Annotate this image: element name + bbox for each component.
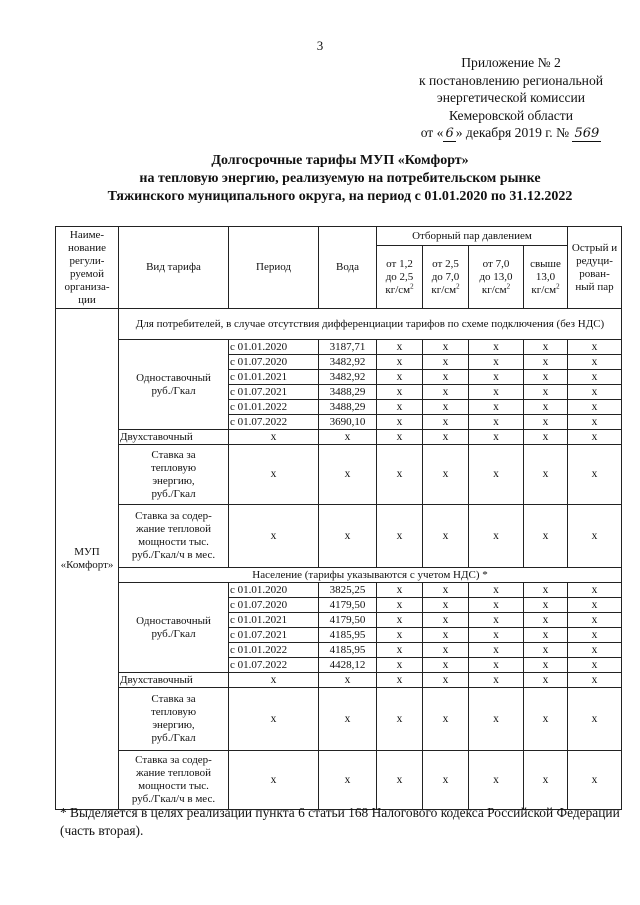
x-cell: х: [469, 628, 524, 643]
x-cell: х: [524, 400, 568, 415]
x-cell: х: [469, 370, 524, 385]
x-cell: х: [377, 400, 423, 415]
steam-from: от 2,5: [432, 257, 459, 270]
x-cell: х: [423, 583, 469, 598]
x-cell: х: [524, 583, 568, 598]
x-cell: х: [229, 505, 319, 568]
x-cell: х: [469, 430, 524, 445]
x-cell: х: [469, 415, 524, 430]
org-header: Наиме- нование регули- руемой организа- ции: [56, 227, 119, 309]
x-cell: х: [377, 673, 423, 688]
x-cell: х: [524, 505, 568, 568]
steam-to: до 7,0: [431, 270, 460, 283]
steam-group-header: Отборный пар давлением: [377, 227, 568, 246]
x-cell: х: [423, 430, 469, 445]
two-rate-label: Двухставочный: [119, 430, 229, 445]
water-value-cell: 4179,50: [319, 613, 377, 628]
x-cell: х: [229, 445, 319, 505]
one-rate-label: Одноставочный руб./Гкал: [119, 583, 229, 673]
period-cell: с 01.07.2022: [229, 658, 319, 673]
table-row: [56, 505, 622, 568]
steam-to: 13,0: [535, 270, 556, 283]
x-cell: х: [469, 613, 524, 628]
x-cell: х: [469, 598, 524, 613]
x-cell: х: [568, 415, 622, 430]
steam-subheader: [469, 246, 524, 309]
steam-unit-line: [525, 281, 566, 297]
water-header: Вода: [319, 227, 377, 309]
x-cell: х: [568, 688, 622, 751]
document-number: 569: [574, 126, 600, 141]
x-cell: х: [568, 505, 622, 568]
x-cell: х: [568, 583, 622, 598]
org-name-cell: МУП «Комфорт»: [56, 309, 119, 810]
steam-subheader: [423, 246, 469, 309]
x-cell: х: [469, 643, 524, 658]
period-cell: с 01.01.2022: [229, 643, 319, 658]
annex-header: [395, 54, 627, 143]
page-number: 3: [316, 38, 324, 53]
x-cell: х: [568, 385, 622, 400]
x-cell: х: [319, 688, 377, 751]
water-value-cell: 3187,71: [319, 340, 377, 355]
x-cell: х: [524, 355, 568, 370]
x-cell: х: [319, 673, 377, 688]
x-cell: х: [524, 673, 568, 688]
water-value-cell: 3690,10: [319, 415, 377, 430]
x-cell: х: [469, 400, 524, 415]
x-cell: х: [423, 340, 469, 355]
x-cell: х: [568, 355, 622, 370]
water-value-cell: 4428,12: [319, 658, 377, 673]
x-cell: х: [319, 445, 377, 505]
period-cell: с 01.07.2020: [229, 355, 319, 370]
x-cell: х: [568, 340, 622, 355]
x-cell: х: [377, 583, 423, 598]
x-cell: х: [229, 430, 319, 445]
x-cell: х: [524, 445, 568, 505]
table-row: [56, 688, 622, 751]
x-cell: х: [377, 658, 423, 673]
date-prefix: от «: [420, 125, 444, 140]
x-cell: х: [469, 355, 524, 370]
x-cell: х: [469, 340, 524, 355]
section-label: Для потребителей, в случае отсутствия дифференциации тарифов по схеме подключения (без НДС): [119, 309, 622, 340]
x-cell: х: [423, 370, 469, 385]
x-cell: х: [377, 445, 423, 505]
table-row: [56, 340, 622, 355]
water-value-cell: 4185,95: [319, 628, 377, 643]
water-value-cell: 3482,92: [319, 370, 377, 385]
table-row: [56, 568, 622, 583]
period-header: Период: [229, 227, 319, 309]
steam-from: от 7,0: [482, 257, 510, 270]
steam-unit-line: [470, 281, 522, 297]
x-cell: х: [524, 415, 568, 430]
document-title: [60, 152, 620, 206]
water-value-cell: 3825,25: [319, 583, 377, 598]
annex-line-4: Кемеровской области: [448, 107, 573, 123]
x-cell: х: [524, 658, 568, 673]
water-value-cell: 3488,29: [319, 385, 377, 400]
date-day: 6: [445, 126, 454, 141]
tariff-type-header: Вид тарифа: [119, 227, 229, 309]
x-cell: х: [377, 751, 423, 810]
steam-unit-line: [424, 281, 467, 297]
steam-unit: кг/см: [481, 283, 507, 296]
x-cell: х: [423, 400, 469, 415]
x-cell: х: [423, 628, 469, 643]
x-cell: х: [568, 400, 622, 415]
x-cell: х: [319, 751, 377, 810]
steam-unit: кг/см: [531, 283, 557, 296]
rate-capacity-label: Ставка за содер- жание тепловой мощности тыс. руб./Гкал/ч в мес.: [119, 505, 229, 568]
x-cell: х: [469, 751, 524, 810]
water-value-cell: 3482,92: [319, 355, 377, 370]
steam-unit: кг/см: [385, 283, 411, 296]
two-rate-label: Двухставочный: [119, 673, 229, 688]
x-cell: х: [524, 751, 568, 810]
x-cell: х: [469, 673, 524, 688]
x-cell: х: [524, 370, 568, 385]
x-cell: х: [319, 505, 377, 568]
period-cell: с 01.01.2021: [229, 613, 319, 628]
annex-date-line: [395, 124, 627, 143]
x-cell: х: [469, 583, 524, 598]
title-line-1: Долгосрочные тарифы МУП «Комфорт»: [211, 153, 469, 168]
x-cell: х: [568, 658, 622, 673]
period-cell: с 01.01.2020: [229, 340, 319, 355]
x-cell: х: [229, 673, 319, 688]
x-cell: х: [377, 505, 423, 568]
annex-line-2: к постановлению региональной: [418, 72, 604, 88]
annex-line-1: Приложение № 2: [461, 55, 561, 70]
x-cell: х: [469, 445, 524, 505]
steam-unit-exp: 2: [410, 281, 414, 290]
x-cell: х: [469, 505, 524, 568]
period-cell: с 01.07.2022: [229, 415, 319, 430]
period-cell: с 01.01.2020: [229, 583, 319, 598]
x-cell: х: [377, 355, 423, 370]
x-cell: х: [377, 370, 423, 385]
x-cell: х: [568, 598, 622, 613]
x-cell: х: [377, 430, 423, 445]
one-rate-label: Одноставочный руб./Гкал: [119, 340, 229, 430]
x-cell: х: [377, 643, 423, 658]
x-cell: х: [423, 643, 469, 658]
x-cell: х: [469, 688, 524, 751]
x-cell: х: [423, 613, 469, 628]
x-cell: х: [568, 673, 622, 688]
x-cell: х: [423, 355, 469, 370]
table-row: [56, 227, 622, 246]
x-cell: х: [568, 751, 622, 810]
x-cell: х: [319, 430, 377, 445]
title-line-3: Тяжинского муниципального округа, на период с 01.01.2020 по 31.12.2022: [107, 189, 573, 204]
x-cell: х: [469, 658, 524, 673]
x-cell: х: [229, 751, 319, 810]
sharp-steam-header: Острый и редуци- рован- ный пар: [568, 227, 622, 309]
steam-subheader: [524, 246, 568, 309]
steam-subheader: [377, 246, 423, 309]
x-cell: х: [423, 751, 469, 810]
table-row: [56, 445, 622, 505]
x-cell: х: [423, 505, 469, 568]
x-cell: х: [377, 385, 423, 400]
period-cell: с 01.01.2021: [229, 370, 319, 385]
period-cell: с 01.01.2022: [229, 400, 319, 415]
steam-unit-line: [378, 281, 421, 297]
rate-heat-label: Ставка за тепловую энергию, руб./Гкал: [119, 688, 229, 751]
x-cell: х: [423, 385, 469, 400]
x-cell: х: [377, 598, 423, 613]
table-row: [56, 673, 622, 688]
steam-to: до 13,0: [479, 270, 513, 283]
x-cell: х: [524, 628, 568, 643]
period-cell: с 01.07.2020: [229, 598, 319, 613]
table-row: [56, 751, 622, 810]
x-cell: х: [423, 658, 469, 673]
x-cell: х: [568, 370, 622, 385]
x-cell: х: [377, 415, 423, 430]
x-cell: х: [377, 340, 423, 355]
steam-to: до 2,5: [385, 270, 414, 283]
x-cell: х: [568, 445, 622, 505]
water-value-cell: 3488,29: [319, 400, 377, 415]
x-cell: х: [524, 598, 568, 613]
steam-from: свыше: [530, 257, 561, 270]
x-cell: х: [423, 598, 469, 613]
date-mid: » декабря 2019 г. №: [455, 125, 570, 140]
x-cell: х: [524, 430, 568, 445]
water-value-cell: 4179,50: [319, 598, 377, 613]
x-cell: х: [568, 613, 622, 628]
steam-unit-exp: 2: [556, 281, 560, 290]
x-cell: х: [568, 628, 622, 643]
steam-unit-exp: 2: [456, 281, 460, 290]
tariff-table: [55, 226, 622, 810]
x-cell: х: [377, 688, 423, 751]
section-label: Население (тарифы указываются с учетом НДС) *: [119, 568, 622, 583]
steam-unit: кг/см: [431, 283, 457, 296]
table-row: [56, 430, 622, 445]
x-cell: х: [568, 430, 622, 445]
x-cell: х: [568, 643, 622, 658]
x-cell: х: [229, 688, 319, 751]
table-row: [56, 309, 622, 340]
x-cell: х: [377, 613, 423, 628]
steam-unit-exp: 2: [506, 281, 511, 290]
x-cell: х: [524, 688, 568, 751]
x-cell: х: [423, 688, 469, 751]
period-cell: с 01.07.2021: [229, 628, 319, 643]
x-cell: х: [524, 385, 568, 400]
title-line-2: на тепловую энергию, реализуемую на потребительском рынке: [139, 171, 541, 186]
period-cell: с 01.07.2021: [229, 385, 319, 400]
x-cell: х: [423, 415, 469, 430]
x-cell: х: [423, 445, 469, 505]
x-cell: х: [524, 340, 568, 355]
x-cell: х: [423, 673, 469, 688]
rate-capacity-label: Ставка за содер- жание тепловой мощности тыс. руб./Гкал/ч в мес.: [119, 751, 229, 810]
x-cell: х: [524, 643, 568, 658]
rate-heat-label: Ставка за тепловую энергию, руб./Гкал: [119, 445, 229, 505]
water-value-cell: 4185,95: [319, 643, 377, 658]
annex-line-3: энергетической комиссии: [436, 90, 586, 105]
x-cell: х: [377, 628, 423, 643]
x-cell: х: [469, 385, 524, 400]
x-cell: х: [524, 613, 568, 628]
footnote: * Выделяется в целях реализации пункта 6 статьи 168 Налогового кодекса Российской Федерации (часть вторая).: [60, 805, 620, 838]
steam-from: от 1,2: [386, 257, 413, 270]
table-row: [56, 583, 622, 598]
